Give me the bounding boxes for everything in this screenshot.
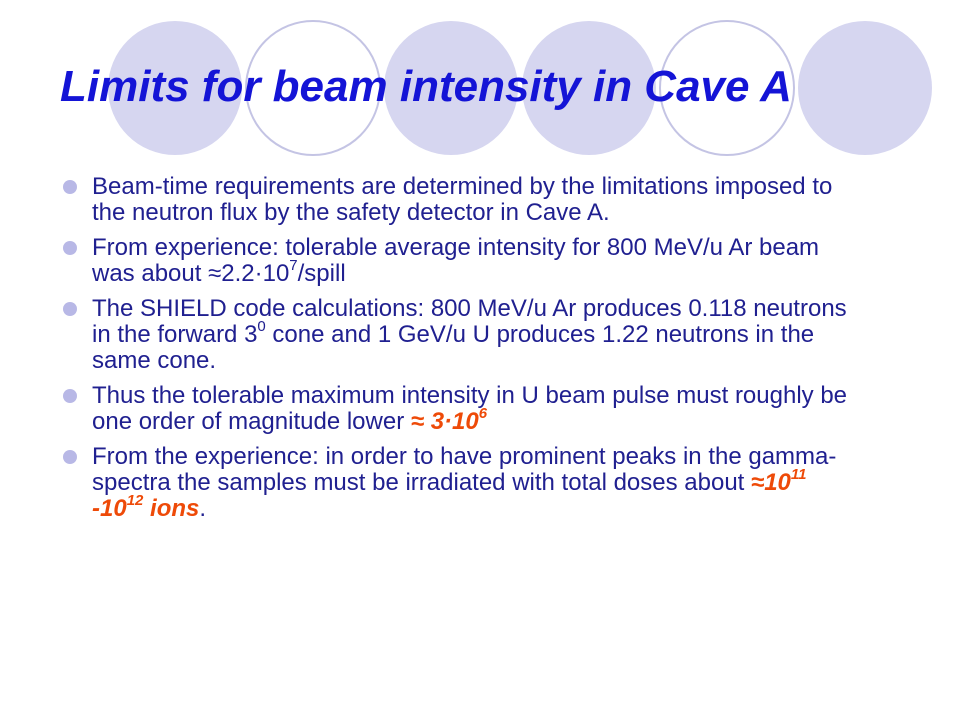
bullet-text: Thus the tolerable maximum intensity in U beam pulse must roughly be one order of magnitude lower xyxy=(92,382,848,435)
bullet-dot-icon xyxy=(63,450,77,464)
bullet-item xyxy=(60,235,860,287)
superscript: 11 xyxy=(790,466,807,483)
bullet-item xyxy=(60,174,860,226)
highlight-text: ≈10 xyxy=(751,469,791,496)
bullet-item xyxy=(60,383,860,435)
superscript: 0 xyxy=(257,318,266,335)
superscript: 6 xyxy=(478,405,488,422)
bullet-text: Beam-time requirements are determined by the limitations imposed to the neutron flux by the safety detector in Cave A. xyxy=(92,173,833,226)
bullet-text-end: . xyxy=(199,495,207,522)
superscript: 7 xyxy=(289,257,298,274)
bullet-list xyxy=(60,174,860,531)
highlight-text: ≈ 3·10 xyxy=(410,408,479,435)
bullet-dot-icon xyxy=(63,389,77,403)
bullet-text: From the experience: in order to have prominent peaks in the gamma-spectra the samples must be irradiated with total doses about xyxy=(92,443,837,496)
highlight-text: -10 xyxy=(92,495,127,522)
bullet-text: The SHIELD code calculations: 800 MeV/u Ar produces 0.118 neutrons in the forward 3 xyxy=(92,295,847,348)
bullet-text: From experience: tolerable average intensity for 800 MeV/u Ar beam was about ≈2.2·10 xyxy=(92,234,820,287)
bullet-item xyxy=(60,296,860,374)
bullet-dot-icon xyxy=(63,302,77,316)
bullet-text-cont: cone and 1 GeV/u U produces 1.22 neutrons in the same cone. xyxy=(92,321,815,374)
bullet-item xyxy=(60,444,860,522)
highlight-value xyxy=(410,405,488,435)
highlight-text: ions xyxy=(143,495,200,522)
bullet-dot-icon xyxy=(63,180,77,194)
superscript: 12 xyxy=(126,492,144,509)
slide-title: Limits for beam intensity in Cave A xyxy=(60,62,792,111)
bullet-dot-icon xyxy=(63,241,77,255)
bullet-text-cont: /spill xyxy=(297,260,346,287)
